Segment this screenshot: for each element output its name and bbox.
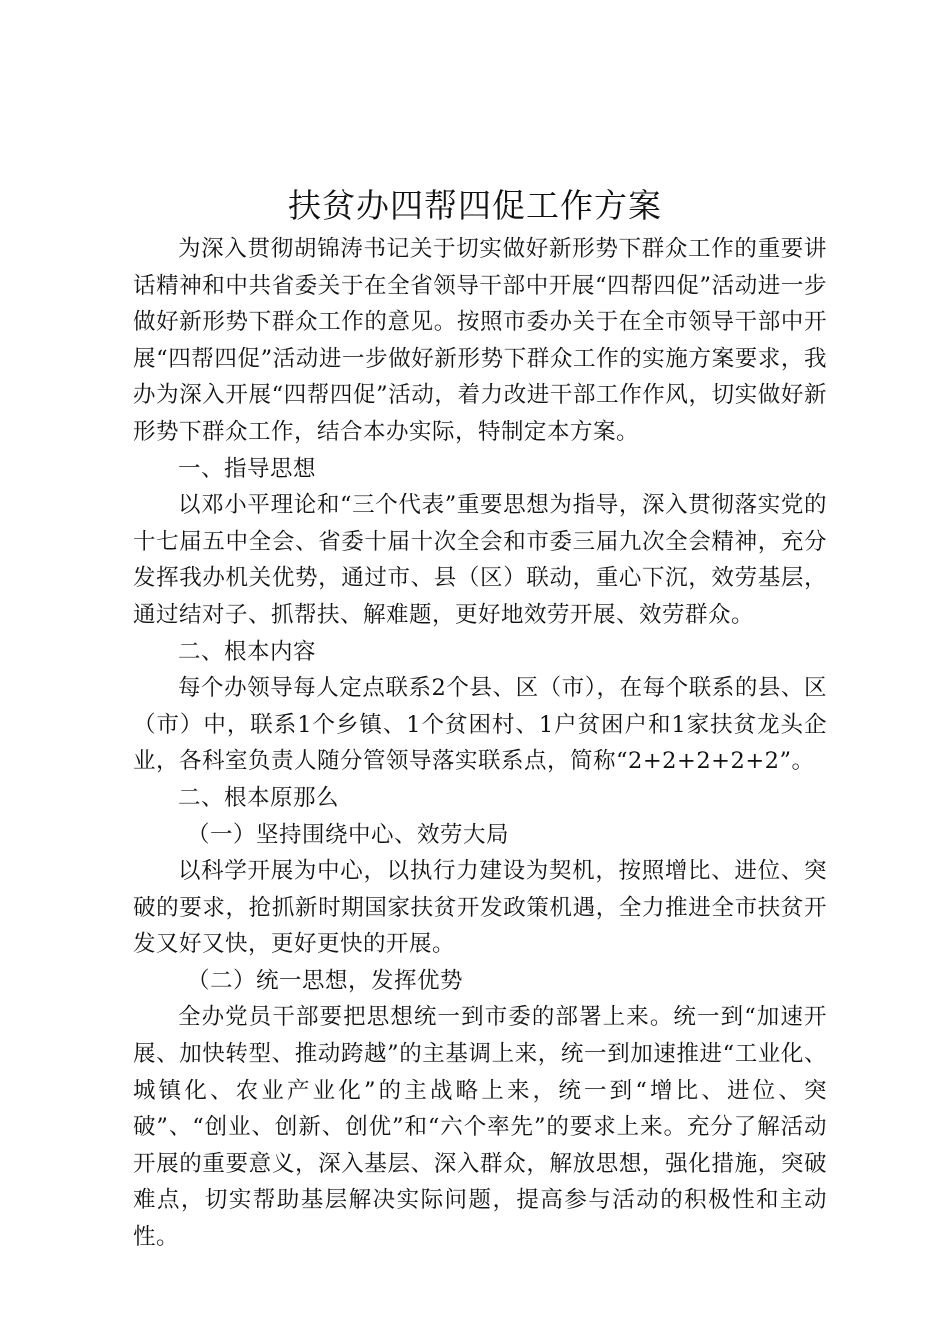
- document-body: [133, 231, 827, 1256]
- document-title: 扶贫办四帮四促工作方案: [288, 186, 662, 225]
- subsection-paragraph-unify-thinking: 全办党员干部要把思想统一到市委的部署上来。统一到“加速开展、加快转型、推动跨越”的主基调上来，统一到加速推进“工业化、城镇化、农业产业化”的主战略上来，统一到“增比、进位、突破”、“创业、创新、创优”和“六个率先”的要求上来。充分了解活动开展的重要意义，深入基层、深入群众，解放思想，强化措施，突破难点，切实帮助基层解决实际问题，提高参与活动的积极性和主动性。: [133, 1004, 827, 1251]
- section-heading-guiding-ideology: 一、指导思想: [178, 455, 317, 482]
- section-heading-basic-content: 二、根本内容: [178, 638, 317, 665]
- subsection-heading-unify-thinking: （二）统一思想，发挥优势: [187, 967, 464, 994]
- subsection-heading-center: （一）坚持围绕中心、效劳大局: [187, 821, 510, 848]
- intro-paragraph: 为深入贯彻胡锦涛书记关于切实做好新形势下群众工作的重要讲话精神和中共省委关于在全省领导干部中开展“四帮四促”活动进一步做好新形势下群众工作的意见。按照市委办关于在全市领导干部中开展“四帮四促”活动进一步做好新形势下群众工作的实施方案要求，我办为深入开展“四帮四促”活动，着力改进干部工作作风，切实做好新形势下群众工作，结合本办实际，特制定本方案。: [133, 236, 827, 445]
- section-paragraph-basic-content: 每个办领导每人定点联系2个县、区（市），在每个联系的县、区（市）中，联系1个乡镇、1个贫困村、1户贫困户和1家扶贫龙头企业，各科室负责人随分管领导落实联系点，简称“2+2+2+2+2”。: [133, 675, 827, 775]
- subsection-paragraph-center: 以科学开展为中心，以执行力建设为契机，按照增比、进位、突破的要求，抢抓新时期国家扶贫开发政策机遇，全力推进全市扶贫开发又好又快，更好更快的开展。: [133, 858, 827, 958]
- section-heading-basic-principles: 二、根本原那么: [178, 784, 340, 811]
- section-paragraph-guiding-ideology: 以邓小平理论和“三个代表”重要思想为指导，深入贯彻落实党的十七届五中全会、省委十届十次全会和市委三届九次全会精神，充分发挥我办机关优势，通过市、县（区）联动，重心下沉，效劳基层，通过结对子、抓帮扶、解难题，更好地效劳开展、效劳群众。: [133, 492, 827, 628]
